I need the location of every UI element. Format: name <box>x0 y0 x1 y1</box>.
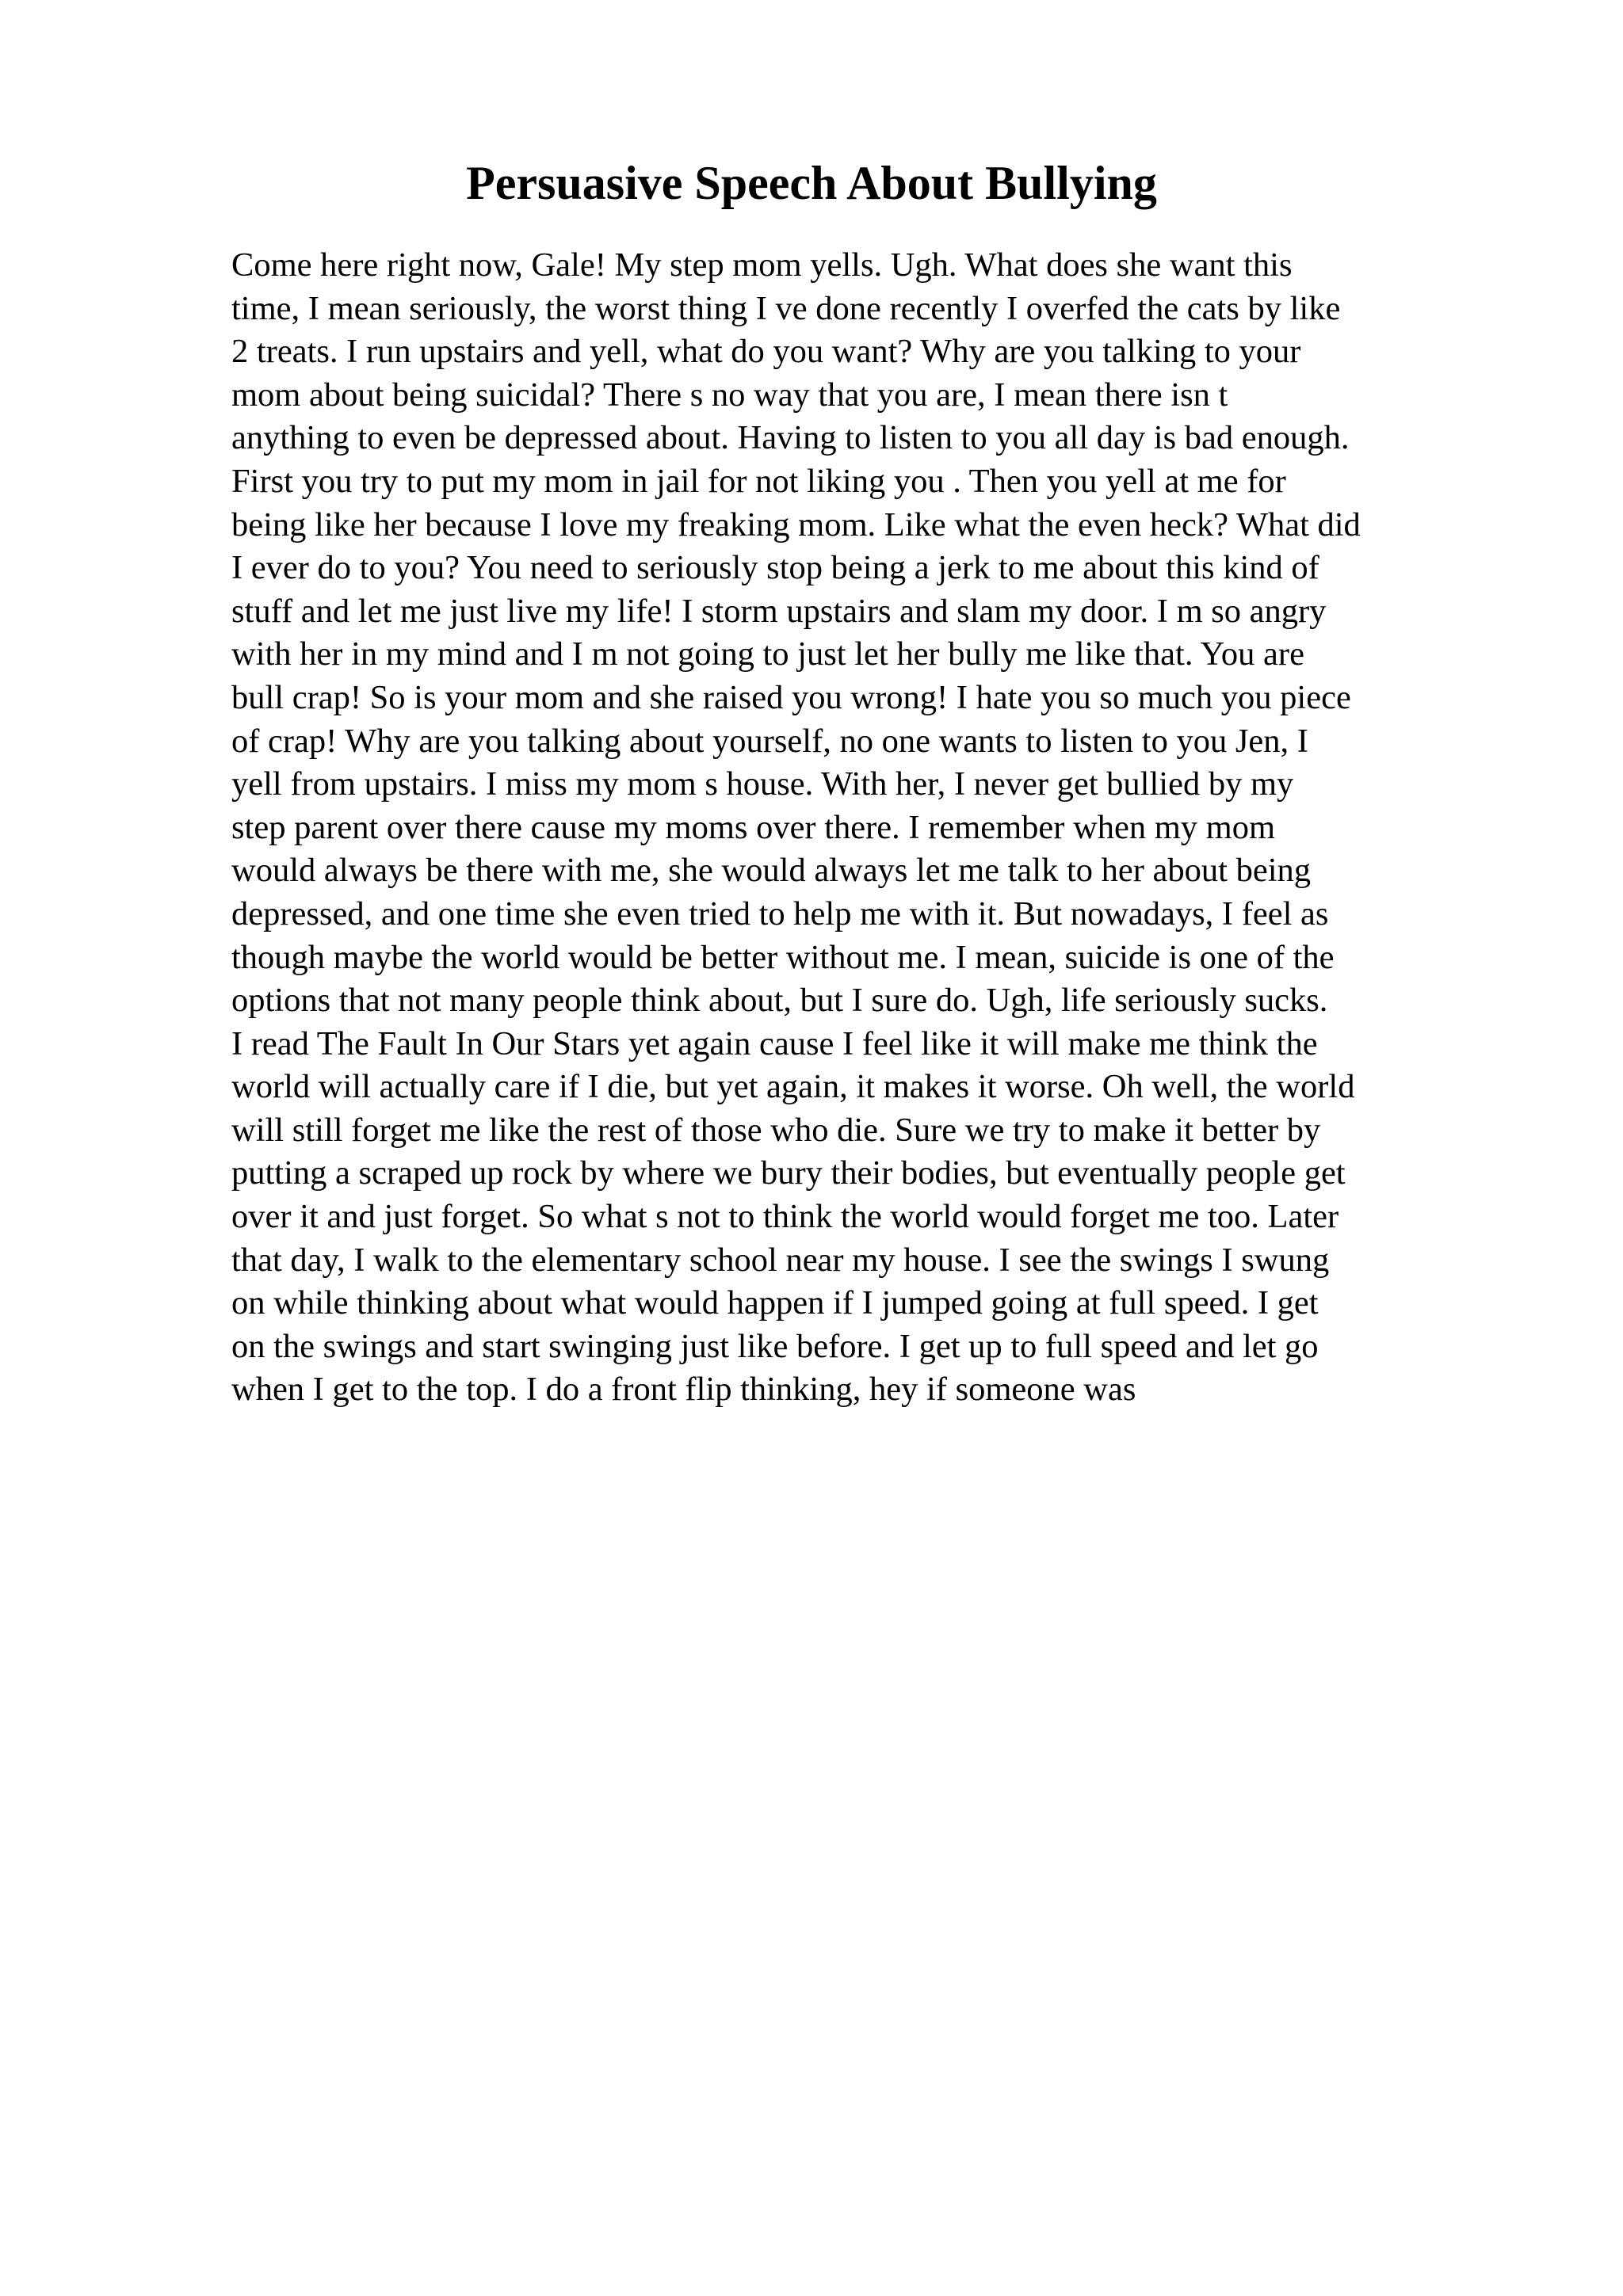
body-text-line: options that not many people think about, but I sure do. Ugh, life seriously sucks. <box>231 982 1328 1020</box>
body-text-line: will still forget me like the rest of those who die. Sure we try to make it better by <box>231 1111 1321 1149</box>
body-text-line: with her in my mind and I m not going to just let her bully me like that. You are <box>231 635 1304 673</box>
body-text-line: mom about being suicidal? There s no way that you are, I mean there isn t <box>231 376 1228 414</box>
body-text-line: anything to even be depressed about. Having to listen to you all day is bad enough. <box>231 419 1350 457</box>
body-text-line: on the swings and start swinging just like before. I get up to full speed and let go <box>231 1327 1319 1365</box>
body-text-line: 2 treats. I run upstairs and yell, what do you want? Why are you talking to your <box>231 333 1301 371</box>
body-text-line: stuff and let me just live my life! I storm upstairs and slam my door. I m so angry <box>231 592 1327 630</box>
body-text-line: step parent over there cause my moms over there. I remember when my mom <box>231 808 1276 846</box>
body-text-line: putting a scraped up rock by where we bury their bodies, but eventually people get <box>231 1154 1346 1192</box>
body-text-line: bull crap! So is your mom and she raised you wrong! I hate you so much you piece <box>231 678 1351 716</box>
body-text-line: when I get to the top. I do a front flip thinking, hey if someone was <box>231 1371 1136 1409</box>
body-text-line: world will actually care if I die, but yet again, it makes it worse. Oh well, the world <box>231 1068 1355 1106</box>
body-text-line: of crap! Why are you talking about yourself, no one wants to listen to you Jen, I <box>231 722 1308 760</box>
body-text-line: on while thinking about what would happen if I jumped going at full speed. I get <box>231 1284 1319 1322</box>
document-title: Persuasive Speech About Bullying <box>466 157 1157 209</box>
body-text-line: being like her because I love my freaking mom. Like what the even heck? What did <box>231 505 1361 543</box>
body-text-line: I read The Fault In Our Stars yet again cause I feel like it will make me think the <box>231 1024 1318 1062</box>
body-text-line: depressed, and one time she even tried to help me with it. But nowadays, I feel as <box>231 894 1329 933</box>
body-text-line: would always be there with me, she would always let me talk to her about being <box>231 852 1312 890</box>
body-text-line: First you try to put my mom in jail for not liking you . Then you yell at me for <box>231 462 1286 500</box>
document-body <box>231 244 1499 1412</box>
body-text-line: I ever do to you? You need to seriously stop being a jerk to me about this kind of <box>231 549 1319 587</box>
body-text-line: time, I mean seriously, the worst thing I ve done recently I overfed the cats by like <box>231 289 1341 327</box>
body-text-line: though maybe the world would be better without me. I mean, suicide is one of the <box>231 938 1335 976</box>
body-text-line: over it and just forget. So what s not to think the world would forget me too. Later <box>231 1198 1339 1236</box>
body-text-line: yell from upstairs. I miss my mom s house. With her, I never get bullied by my <box>231 765 1294 803</box>
body-text-line: Come here right now, Gale! My step mom yells. Ugh. What does she want this <box>231 246 1293 284</box>
body-text-line: that day, I walk to the elementary school near my house. I see the swings I swung <box>231 1241 1330 1279</box>
